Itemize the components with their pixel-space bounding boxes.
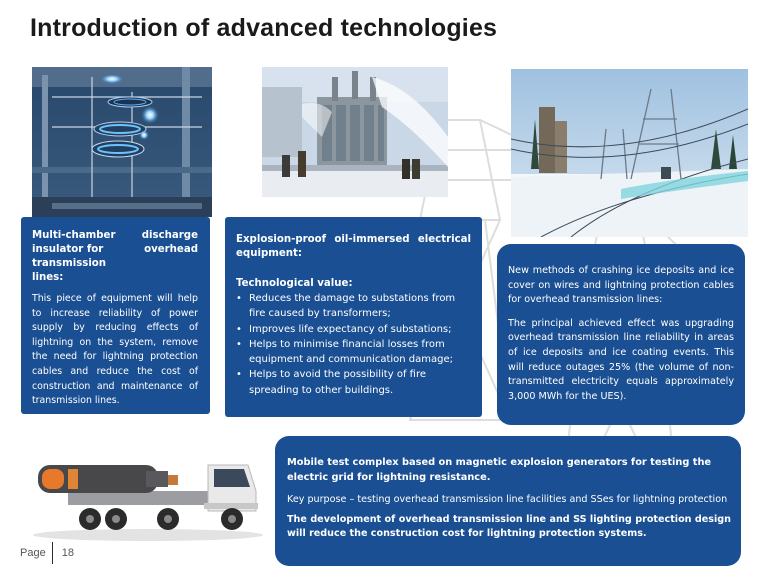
mobile-test-complex-heading: Mobile test complex based on magnetic explosion generators for testing the electric grid for lightning resistance. bbox=[287, 457, 712, 483]
development-text: The development of overhead transmission line and SS lighting protection design will reduce the construction cost for lightning protection systems. bbox=[287, 514, 731, 539]
insulator-heading-right: discharge overhead bbox=[141, 230, 198, 255]
heading-part-2: oil-immersed bbox=[334, 234, 410, 245]
ice-deposits-heading: New methods of crashing ice deposits and ice cover on wires and lightning protection cables for overhead transmission lines: bbox=[508, 265, 734, 306]
heading-part-3: electrical bbox=[417, 234, 471, 245]
technological-value-heading: Technological value: bbox=[236, 278, 353, 289]
insulator-info-box bbox=[21, 217, 210, 414]
list-item: • Improves life expectancy of substations; bbox=[249, 322, 471, 337]
page-footer bbox=[20, 542, 74, 564]
list-item: • Helps to avoid the possibility of fire spreading to other buildings. bbox=[249, 367, 471, 398]
insulator-heading bbox=[32, 229, 198, 285]
explosion-proof-info-box bbox=[225, 217, 482, 417]
mobile-test-truck-photo bbox=[28, 445, 266, 543]
insulator-heading-left: Multi-chamber insulator for transmission lines: bbox=[32, 230, 116, 283]
insulator-photo bbox=[32, 67, 212, 217]
ice-deposits-description: The principal achieved effect was upgrading overhead transmission line reliability in areas of ice deposits and ice coating events. This will reduce outages 25% (the volume of non-transmitted electricity equals approximately 3,000 MWh for the UES). bbox=[508, 317, 734, 402]
ice-line-photo bbox=[511, 69, 748, 237]
insulator-description: This piece of equipment will help to increase reliability of power supply by reducing effects of lightning on the system, remove the need for lightning protection cables and reduce the cost of construction and maintenance of transmission lines. bbox=[32, 293, 198, 407]
heading-part-1: Explosion-proof bbox=[236, 234, 327, 245]
transformer-photo bbox=[262, 67, 448, 197]
technological-value-list bbox=[236, 291, 471, 398]
page-label: Page bbox=[20, 547, 46, 559]
footer-divider bbox=[52, 542, 53, 564]
page-number: 18 bbox=[61, 547, 74, 559]
mobile-test-complex-box bbox=[275, 436, 741, 566]
explosion-proof-heading bbox=[236, 233, 471, 247]
list-item: • Helps to minimise financial losses from equipment and communication damage; bbox=[249, 337, 471, 368]
key-purpose-text: Key purpose – testing overhead transmission line facilities and SSes for lightning protection bbox=[287, 494, 728, 505]
explosion-proof-heading-line2: equipment: bbox=[236, 248, 302, 259]
list-item: • Reduces the damage to substations from fire caused by transformers; bbox=[249, 291, 471, 322]
slide-title: Introduction of advanced technologies bbox=[30, 14, 498, 42]
ice-deposits-info-box bbox=[497, 244, 745, 425]
